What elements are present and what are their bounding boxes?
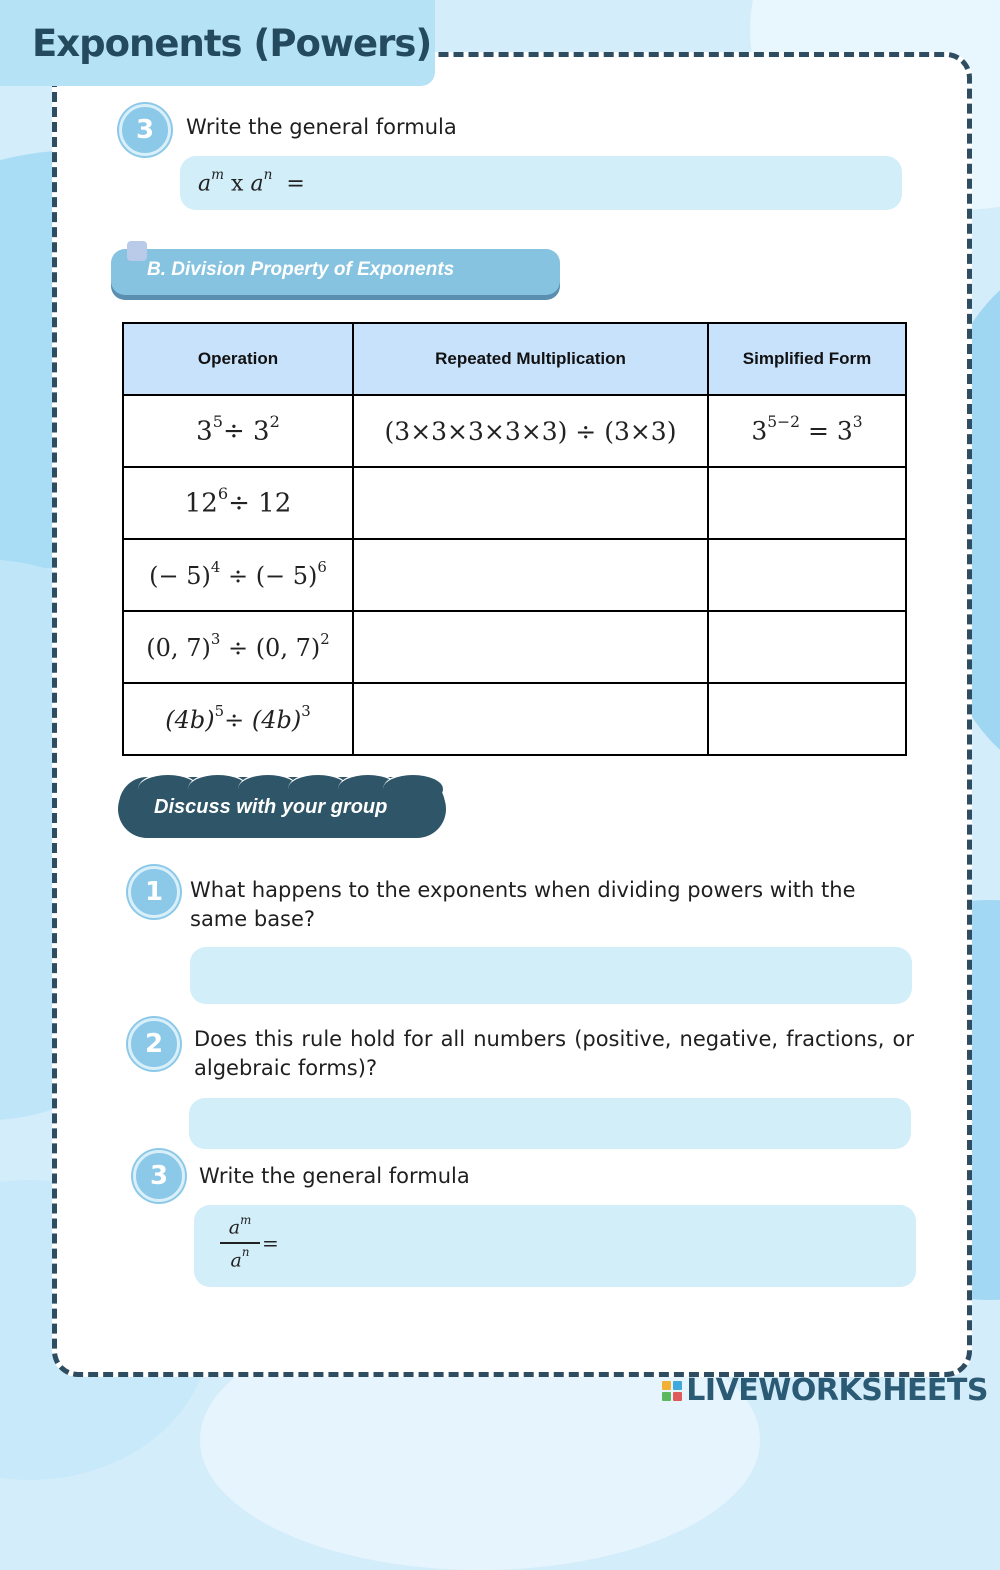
section-title: B. Division Property of Exponents <box>147 259 455 280</box>
operation-cell: (0, 7)$^3$ ÷ (0, 7)$^2$ <box>123 611 353 683</box>
simplified-form-input[interactable] <box>708 467 906 539</box>
operation-cell: $12^6\div 12$ <box>123 467 353 539</box>
header-simplified-form: Simplified Form <box>708 323 906 395</box>
answer-box-division-formula[interactable] <box>194 1205 916 1287</box>
division-property-table <box>122 322 907 756</box>
table-row <box>123 467 906 539</box>
repeated-multiplication-input[interactable] <box>353 539 708 611</box>
simplified-form-input[interactable] <box>708 539 906 611</box>
table-row <box>123 539 906 611</box>
question-number-badge: 1 <box>128 866 180 918</box>
repeated-multiplication-input[interactable] <box>353 467 708 539</box>
question-text: Write the general formula <box>186 115 457 139</box>
section-banner <box>111 249 560 295</box>
question-text: What happens to the exponents when dividing powers with the same base? <box>190 878 856 931</box>
simplified-form-input[interactable] <box>708 611 906 683</box>
header-operation: Operation <box>123 323 353 395</box>
simplified-form-input[interactable] <box>708 683 906 755</box>
repeated-multiplication-input[interactable] <box>353 683 708 755</box>
operation-cell: $3^5\div 3^2$ <box>123 395 353 467</box>
liveworksheets-icon <box>662 1381 682 1401</box>
operation-cell: (− 5)$^4$ ÷ (− 5)$^6$ <box>123 539 353 611</box>
question-text: Does this rule hold for all numbers (positive, negative, fractions, or algebraic forms)? <box>194 1027 914 1080</box>
answer-box-question-2[interactable] <box>189 1098 911 1149</box>
discuss-banner <box>118 780 446 838</box>
simplified-form-cell: $3^{5-2} = 3^3$ <box>708 395 906 467</box>
operation-cell: $(4b)^5\div (4b)^3$ <box>123 683 353 755</box>
question-text: Write the general formula <box>199 1164 470 1188</box>
table-row <box>123 395 906 467</box>
page-title: Exponents (Powers) <box>32 22 432 65</box>
liveworksheets-logo: LIVEWORKSHEETS <box>662 1373 988 1408</box>
multiplication-formula: $a^m$ x $a^n$ = <box>198 167 305 197</box>
question-number-badge: 2 <box>128 1018 180 1070</box>
answer-box-question-1[interactable] <box>190 947 912 1004</box>
repeated-multiplication-cell: (3×3×3×3×3) ÷ (3×3) <box>353 395 708 467</box>
answer-box-multiplication-formula[interactable] <box>180 156 902 210</box>
question-number-badge: 3 <box>119 104 171 156</box>
repeated-multiplication-input[interactable] <box>353 611 708 683</box>
discuss-title: Discuss with your group <box>154 796 388 818</box>
table-row <box>123 683 906 755</box>
header-repeated-multiplication: Repeated Multiplication <box>353 323 708 395</box>
table-row <box>123 611 906 683</box>
banner-tag <box>127 241 147 261</box>
division-formula: $a^m$ $a^n$ <box>220 1215 260 1271</box>
question-number-badge: 3 <box>133 1150 185 1202</box>
table-header-row <box>123 323 906 395</box>
division-formula-equals: = <box>262 1231 279 1255</box>
